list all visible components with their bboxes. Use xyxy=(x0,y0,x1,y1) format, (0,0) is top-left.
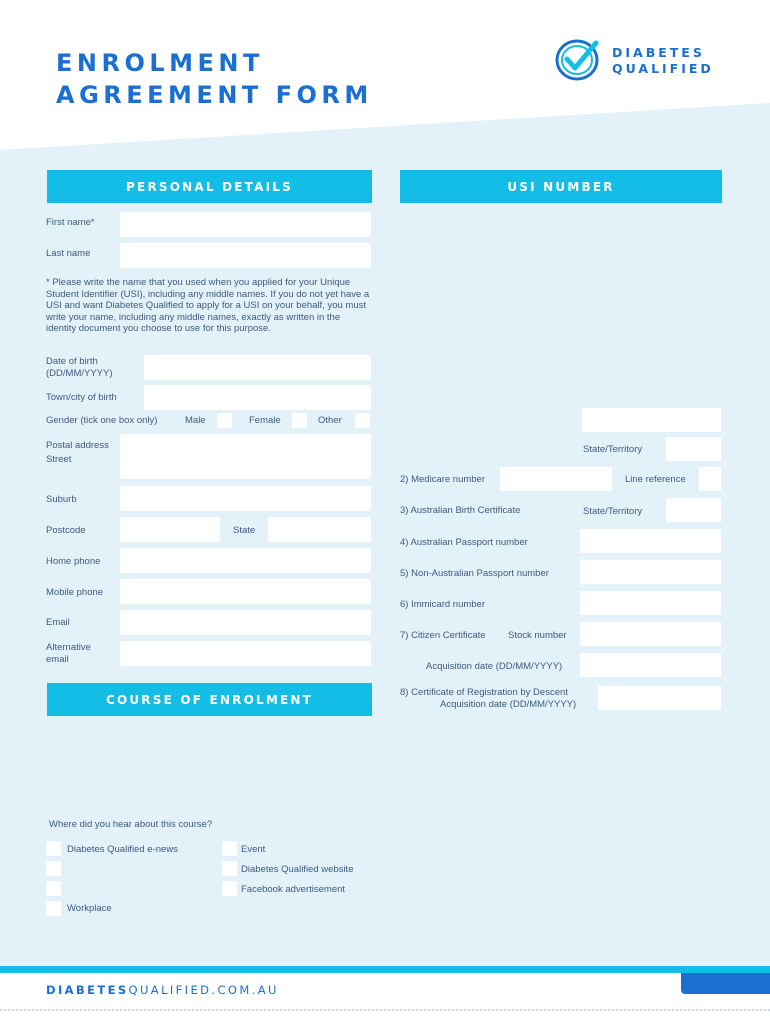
check-circle-icon xyxy=(554,37,604,83)
footer-divider xyxy=(0,966,770,973)
mobile-phone-label: Mobile phone xyxy=(46,587,104,598)
descent-certificate-label: 8) Certificate of Registration by Descent xyxy=(400,687,568,698)
au-passport-field[interactable] xyxy=(580,529,721,553)
dob-label-line2: (DD/MM/YYYY) xyxy=(46,368,113,379)
mobile-phone-field[interactable] xyxy=(120,579,371,604)
enews-label: Diabetes Qualified e-news xyxy=(67,844,178,855)
line-reference-field[interactable] xyxy=(699,467,721,491)
first-name-field[interactable] xyxy=(120,212,371,237)
postcode-label: Postcode xyxy=(46,525,86,536)
gender-female-label: Female xyxy=(249,415,281,426)
state-territory-field-2[interactable] xyxy=(666,498,721,522)
stock-number-field[interactable] xyxy=(580,622,721,646)
dob-label-line1: Date of birth xyxy=(46,356,98,367)
alt-email-field[interactable] xyxy=(120,641,371,666)
descent-acquisition-date-field[interactable] xyxy=(598,686,721,710)
state-territory-label-2: State/Territory xyxy=(583,506,643,517)
workplace-checkbox[interactable] xyxy=(46,901,61,916)
au-passport-label: 4) Australian Passport number xyxy=(400,537,528,548)
gender-label: Gender (tick one box only) xyxy=(46,415,158,426)
gender-male-checkbox[interactable] xyxy=(217,413,232,428)
website-checkbox[interactable] xyxy=(222,861,237,876)
suburb-field[interactable] xyxy=(120,486,371,511)
gender-other-label: Other xyxy=(318,415,342,426)
last-name-field[interactable] xyxy=(120,243,371,268)
facebook-label: Facebook advertisement xyxy=(241,884,346,895)
street-label: Street xyxy=(46,454,72,465)
logo-text-line2: QUALIFIED xyxy=(612,61,714,76)
immicard-field[interactable] xyxy=(580,591,721,615)
stock-number-label: Stock number xyxy=(508,630,567,641)
suburb-label: Suburb xyxy=(46,494,77,505)
usi-number-header: USI NUMBER xyxy=(400,170,722,203)
workplace-label: Workplace xyxy=(67,903,112,914)
alt-email-label-line2: email xyxy=(46,654,69,665)
footer-tab xyxy=(681,973,770,994)
usi-name-note: * Please write the name that you used when you applied for your Unique Student Identifier (USI), including any middle names. If you do not yet have a USI and want Diabetes Qualified to apply for a USI on your behalf, you must write your name, including any middle names, exactly as written in the identity document you choose to use for this purpose. xyxy=(46,277,370,335)
usi-extra-field[interactable] xyxy=(582,408,721,432)
form-title-line2: AGREEMENT FORM xyxy=(56,81,373,109)
website-label: Diabetes Qualified website xyxy=(241,864,354,875)
state-label: State xyxy=(233,525,256,536)
medicare-label: 2) Medicare number xyxy=(400,474,486,485)
event-checkbox[interactable] xyxy=(222,841,237,856)
descent-acquisition-date-label: Acquisition date (DD/MM/YYYY) xyxy=(440,699,577,710)
email-label: Email xyxy=(46,617,70,628)
footer-website xyxy=(46,983,279,997)
alt-email-label-line1: Alternative xyxy=(46,642,91,653)
immicard-label: 6) Immicard number xyxy=(400,599,485,610)
enews-checkbox[interactable] xyxy=(46,841,61,856)
town-field[interactable] xyxy=(144,385,371,410)
footer-url-rest: QUALIFIED.COM.AU xyxy=(128,983,279,997)
non-au-passport-field[interactable] xyxy=(580,560,721,584)
gender-other-checkbox[interactable] xyxy=(355,413,370,428)
line-reference-label: Line reference xyxy=(625,474,686,485)
hear-option-blank-2-checkbox[interactable] xyxy=(46,881,61,896)
home-phone-label: Home phone xyxy=(46,556,101,567)
birth-certificate-label: 3) Australian Birth Certificate xyxy=(400,505,521,516)
postal-address-label: Postal address xyxy=(46,440,109,451)
hear-option-blank-1-checkbox[interactable] xyxy=(46,861,61,876)
dob-field[interactable] xyxy=(144,355,371,380)
first-name-label: First name* xyxy=(46,217,95,228)
street-field[interactable] xyxy=(120,434,371,479)
footer-dotted-line xyxy=(0,1009,770,1011)
state-field[interactable] xyxy=(268,517,371,542)
form-title-line1: ENROLMENT xyxy=(56,49,264,77)
gender-female-checkbox[interactable] xyxy=(292,413,307,428)
logo-text-line1: DIABETES xyxy=(612,45,705,60)
event-label: Event xyxy=(241,844,266,855)
non-au-passport-label: 5) Non-Australian Passport number xyxy=(400,568,549,579)
last-name-label: Last name xyxy=(46,248,91,259)
medicare-field[interactable] xyxy=(500,467,612,491)
email-field[interactable] xyxy=(120,610,371,635)
footer-url-bold: DIABETES xyxy=(46,983,129,997)
acquisition-date-field[interactable] xyxy=(580,653,721,677)
state-territory-field-1[interactable] xyxy=(666,437,721,461)
course-of-enrolment-header: COURSE OF ENROLMENT xyxy=(47,683,372,716)
personal-details-header: PERSONAL DETAILS xyxy=(47,170,372,203)
hear-question: Where did you hear about this course? xyxy=(49,819,213,830)
facebook-checkbox[interactable] xyxy=(222,881,237,896)
home-phone-field[interactable] xyxy=(120,548,371,573)
gender-male-label: Male xyxy=(185,415,206,426)
town-label: Town/city of birth xyxy=(46,392,117,403)
state-territory-label-1: State/Territory xyxy=(583,444,643,455)
citizen-certificate-label: 7) Citizen Certificate xyxy=(400,630,486,641)
acquisition-date-label: Acquisition date (DD/MM/YYYY) xyxy=(426,661,563,672)
postcode-field[interactable] xyxy=(120,517,220,542)
